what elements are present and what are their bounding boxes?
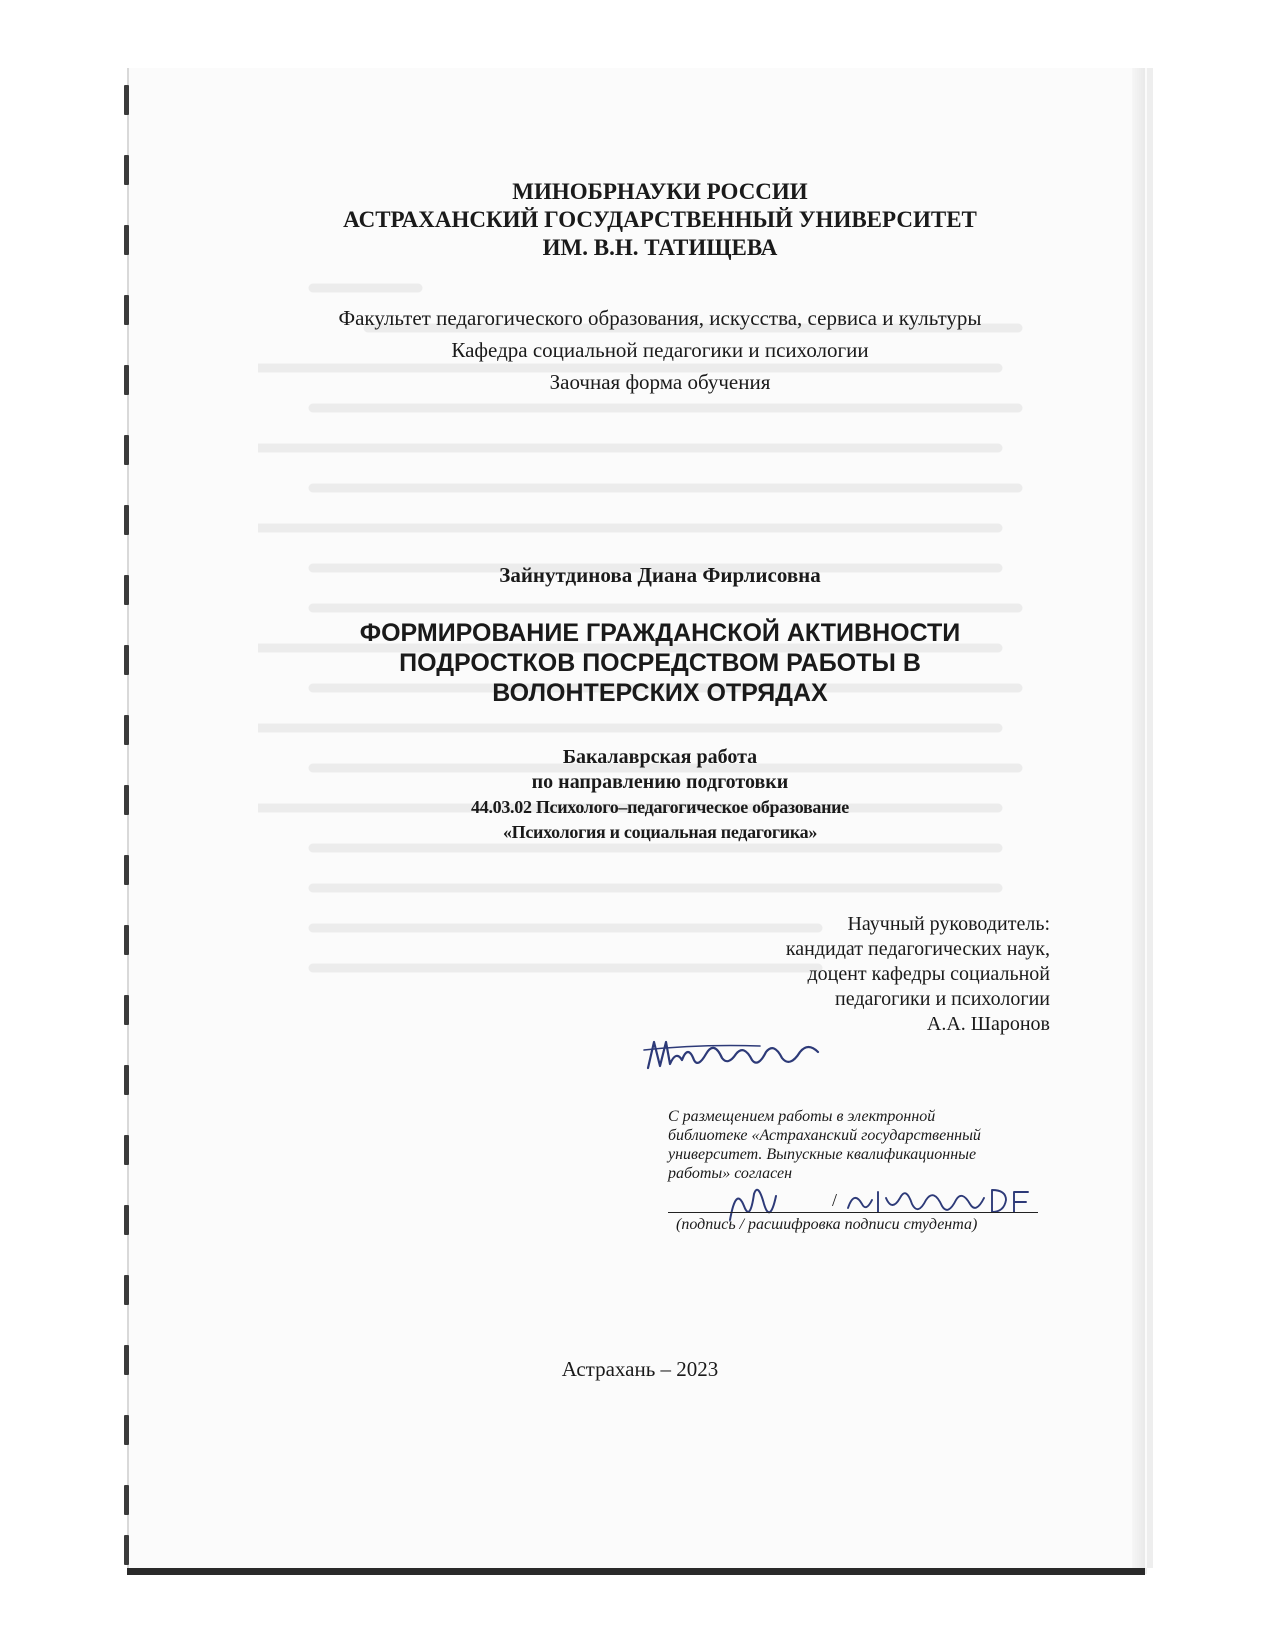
consent-line-3: университет. Выпускные квалификационные — [668, 1146, 977, 1163]
university-name: АСТРАХАНСКИЙ ГОСУДАРСТВЕННЫЙ УНИВЕРСИТЕТ — [343, 207, 977, 232]
supervisor-block — [640, 912, 1050, 1037]
ministry-name: МИНОБРНАУКИ РОССИИ — [512, 179, 808, 204]
study-form: Заочная форма обучения — [549, 370, 771, 394]
supervisor-name: А.А. Шаронов — [926, 1013, 1050, 1035]
title-line-2: ПОДРОСТКОВ ПОСРЕДСТВОМ РАБОТЫ В — [399, 649, 921, 677]
direction-label: по направлению подготовки — [531, 771, 789, 793]
binding-holes — [123, 75, 133, 1565]
supervisor-position: доцент кафедры социальной — [807, 963, 1050, 985]
supervisor-position-cont: педагогики и психологии — [835, 988, 1050, 1010]
university-name-cont: ИМ. В.Н. ТАТИЩЕВА — [542, 235, 778, 260]
title-line-1: ФОРМИРОВАНИЕ ГРАЖДАНСКОЙ АКТИВНОСТИ — [359, 619, 961, 647]
chair-name: Кафедра социальной педагогики и психологии — [451, 338, 869, 362]
signature-caption: (подпись / расшифровка подписи студента) — [676, 1216, 978, 1233]
author-name: Зайнутдинова Диана Фирлисовна — [499, 563, 821, 587]
thesis-title — [260, 618, 1060, 708]
supervisor-signature — [640, 1030, 830, 1080]
institution-header — [240, 178, 1080, 262]
consent-line-1: С размещением работы в электронной — [668, 1108, 936, 1125]
profile-name: «Психология и социальная педагогика» — [502, 822, 818, 842]
signature-line — [668, 1212, 1038, 1213]
scan-border — [127, 1568, 1145, 1575]
title-line-3: ВОЛОНТЕРСКИХ ОТРЯДАХ — [492, 679, 828, 707]
consent-text — [668, 1107, 1068, 1183]
department-block — [240, 302, 1080, 398]
consent-line-4: работы» согласен — [668, 1165, 793, 1182]
supervisor-degree: кандидат педагогических наук, — [785, 938, 1050, 960]
work-type: Бакалаврская работа — [562, 746, 758, 768]
direction-code: 44.03.02 Психолого–педагогическое образование — [471, 797, 849, 817]
supervisor-label: Научный руководитель: — [847, 913, 1050, 935]
page-edge — [1132, 68, 1145, 1568]
signature-separator: / — [832, 1190, 838, 1210]
city-year: Астрахань – 2023 — [561, 1357, 719, 1381]
faculty-name: Факультет педагогического образования, искусства, сервиса и культуры — [338, 306, 982, 330]
work-type-block — [240, 745, 1080, 845]
consent-line-2: библиотеке «Астраханский государственный — [668, 1127, 981, 1144]
